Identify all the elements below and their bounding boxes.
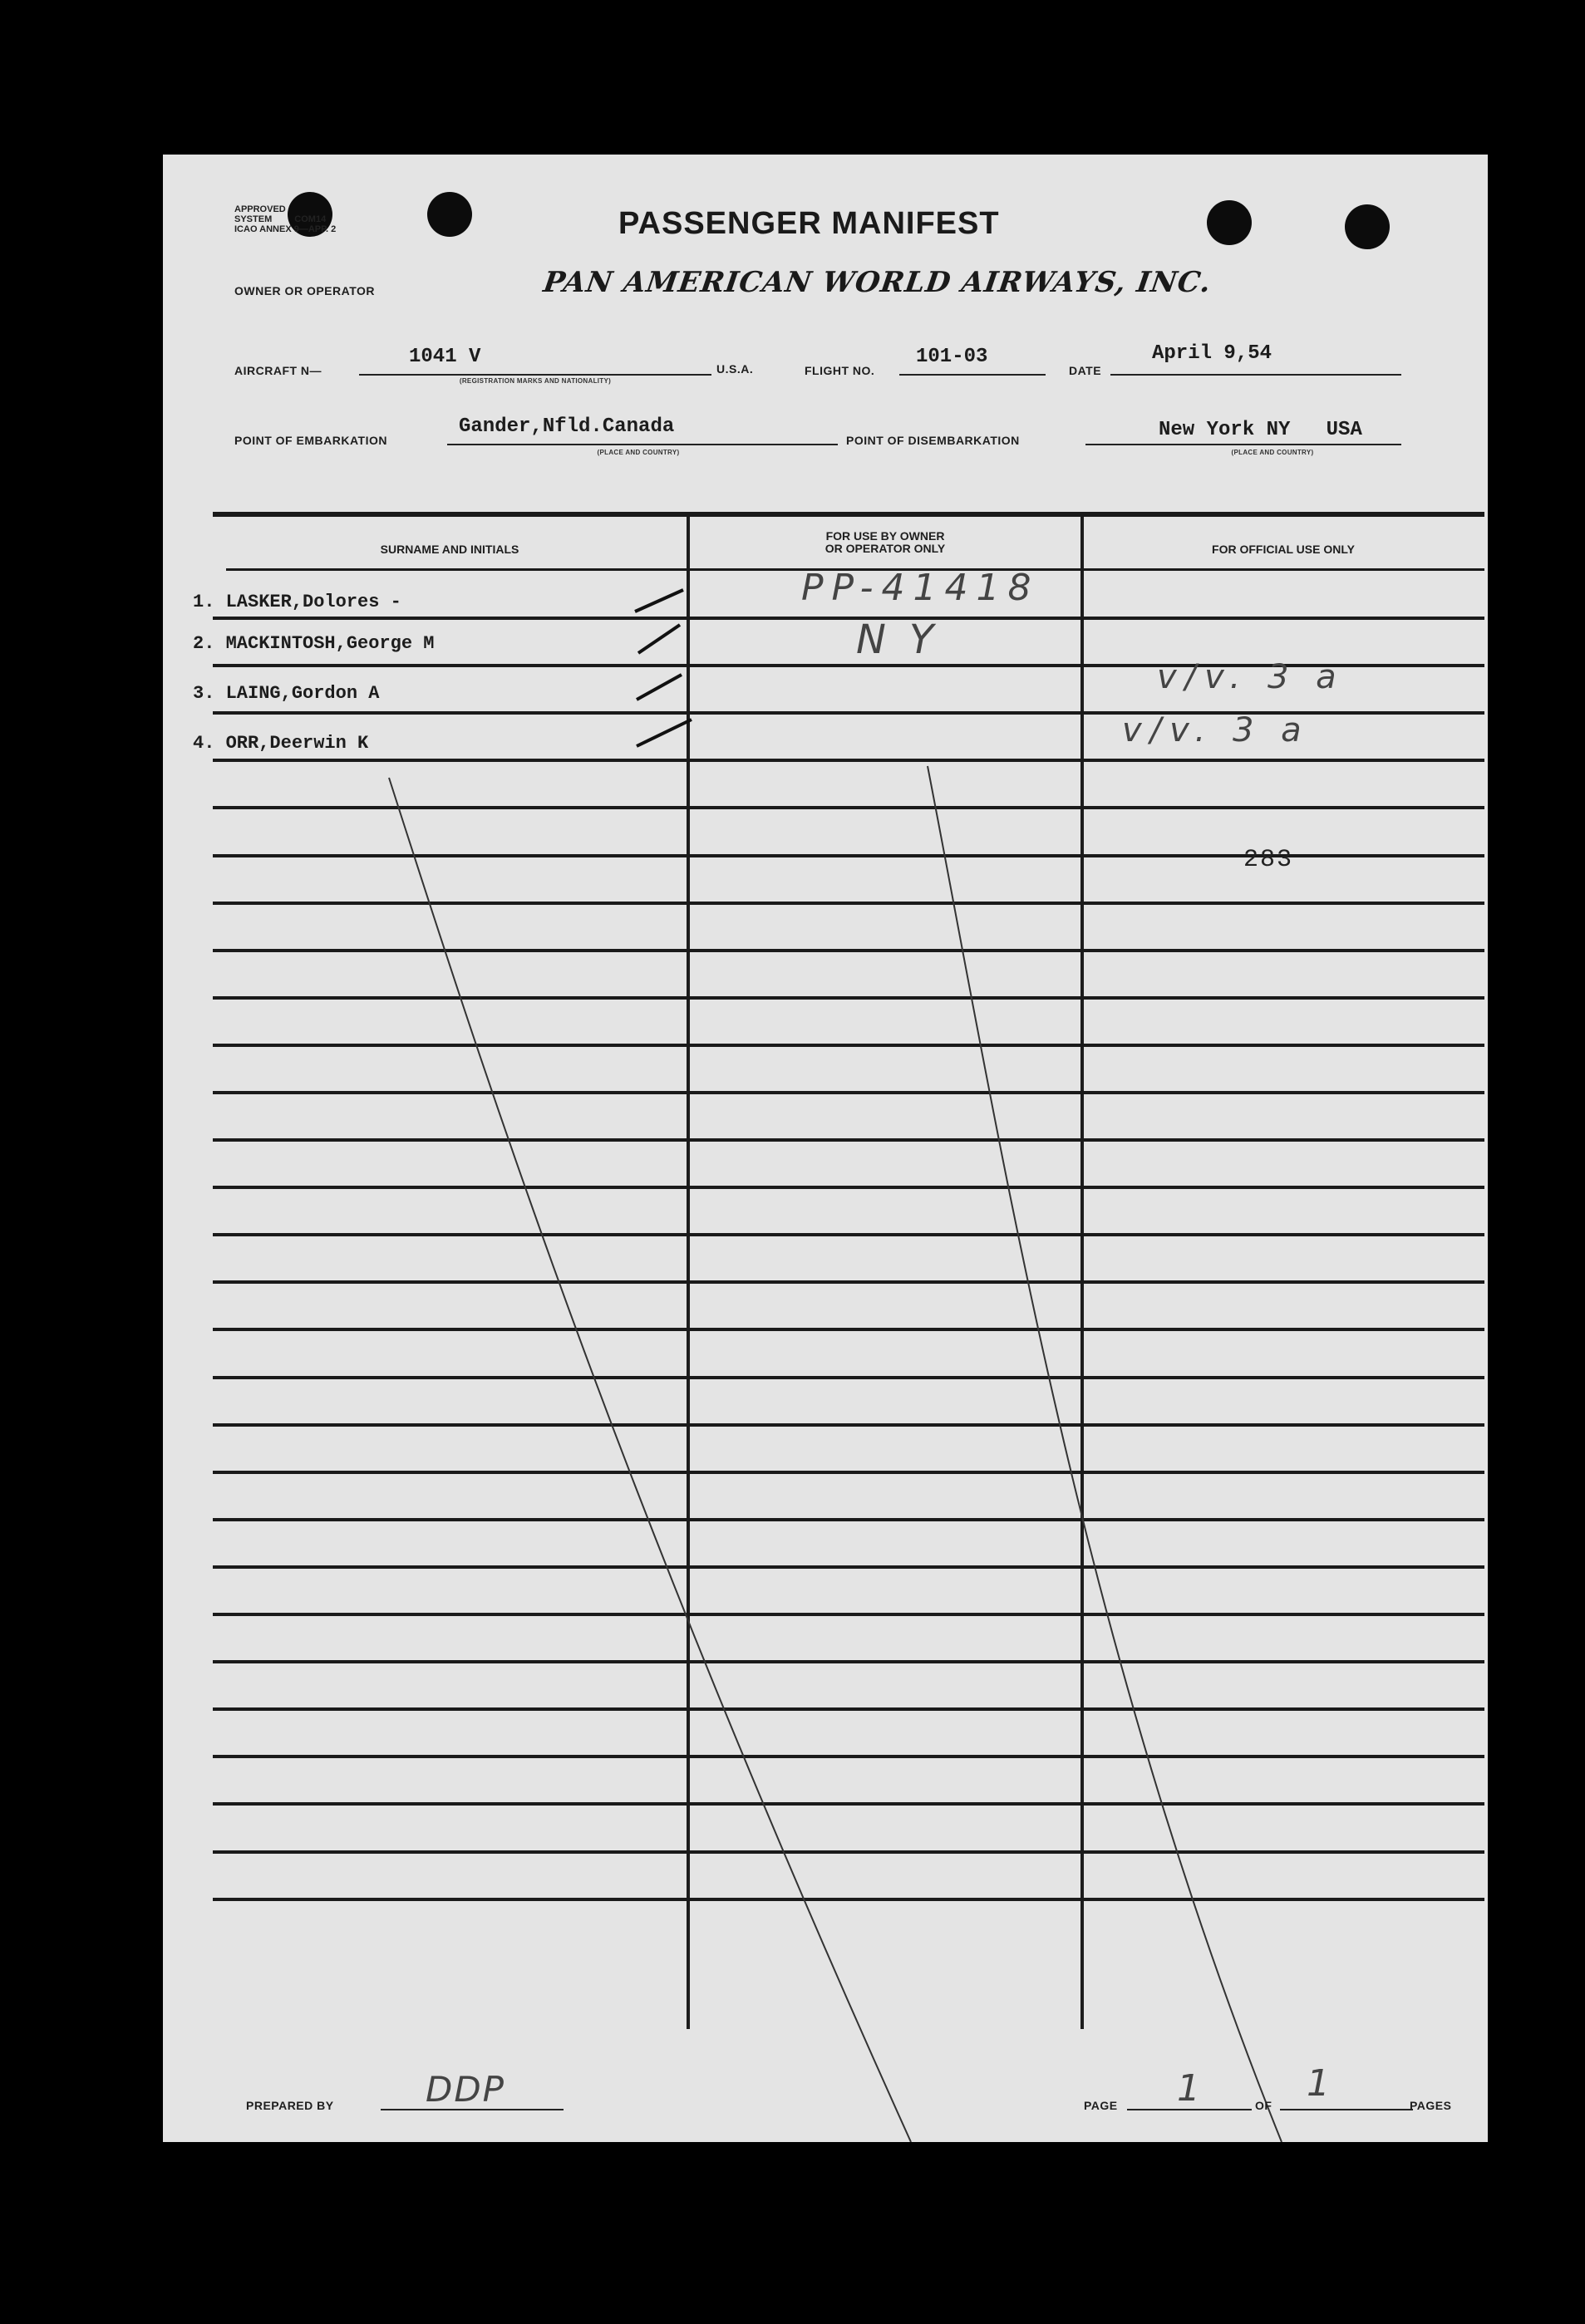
table-row-rule xyxy=(213,617,1484,620)
disembark-label: POINT OF DISEMBARKATION xyxy=(846,434,1020,447)
punch-hole-2 xyxy=(427,192,472,237)
approval-line-3: COM14 xyxy=(294,214,327,224)
disembark-value: New York NY USA xyxy=(1159,419,1362,441)
flight-value: 101-03 xyxy=(916,346,988,368)
flight-underline xyxy=(899,374,1046,376)
passenger-row-4 xyxy=(193,733,368,754)
embark-value: Gander,Nfld.Canada xyxy=(459,415,675,438)
flight-label: FLIGHT NO. xyxy=(805,364,875,377)
table-row-rule xyxy=(213,854,1484,857)
col-header-official: FOR OFFICIAL USE ONLY xyxy=(1212,543,1355,556)
passenger-name: MACKINTOSH,George M xyxy=(225,633,435,654)
stamp-number: 283 xyxy=(1243,846,1294,874)
page-title: PASSENGER MANIFEST xyxy=(618,206,1000,241)
table-row-rule xyxy=(213,1186,1484,1189)
approval-block xyxy=(234,204,367,234)
owner-label: OWNER OR OPERATOR xyxy=(234,284,375,297)
check-mark-3 xyxy=(637,675,682,700)
passenger-name: LAING,Gordon A xyxy=(225,683,380,704)
table-row-rule xyxy=(213,949,1484,952)
aircraft-caption: (REGISTRATION MARKS AND NATIONALITY) xyxy=(459,377,612,385)
col-header-operator-line2: OR OPERATOR ONLY xyxy=(824,542,946,555)
disembark-caption: (PLACE AND COUNTRY) xyxy=(1231,449,1314,456)
table-row-rule xyxy=(213,1565,1484,1569)
of-underline xyxy=(1280,2109,1413,2110)
passenger-number: 1. xyxy=(193,592,215,612)
date-value: April 9,54 xyxy=(1152,342,1272,365)
cancel-line-right xyxy=(928,766,1282,2142)
manifest-sheet xyxy=(163,155,1488,2142)
embark-label: POINT OF EMBARKATION xyxy=(234,434,387,447)
approval-line-2: SYSTEM xyxy=(234,214,273,224)
table-row-rule xyxy=(213,1233,1484,1236)
aircraft-value: 1041 V xyxy=(409,346,481,368)
table-row-rule xyxy=(213,1755,1484,1758)
table-row-rule xyxy=(213,996,1484,1000)
table-row-rule xyxy=(213,1898,1484,1901)
embark-underline xyxy=(447,444,838,445)
approval-line-1: APPROVED xyxy=(234,204,286,214)
carrier-name: PAN AMERICAN WORLD AIRWAYS, INC. xyxy=(541,266,1213,299)
date-underline xyxy=(1110,374,1401,376)
passenger-number: 2. xyxy=(193,633,215,654)
operator-note-row1: PP-41418 xyxy=(801,567,1040,609)
table-row-rule xyxy=(213,1471,1484,1474)
table-row-rule xyxy=(213,1518,1484,1521)
operator-note-row2: NY xyxy=(856,617,957,663)
passenger-number: 4. xyxy=(193,733,215,754)
prepared-label: PREPARED BY xyxy=(246,2099,334,2112)
page-value: 1 xyxy=(1177,2067,1208,2110)
aircraft-label: AIRCRAFT N— xyxy=(234,364,322,377)
punch-hole-3 xyxy=(1207,200,1252,245)
pages-label: PAGES xyxy=(1410,2099,1452,2112)
passenger-row-3 xyxy=(193,683,379,704)
col-header-operator xyxy=(690,530,1080,555)
aircraft-underline xyxy=(359,374,711,376)
passenger-row-2 xyxy=(193,633,434,654)
official-note-row4: v/v. 3 a xyxy=(1122,711,1310,749)
table-row-rule xyxy=(213,1091,1484,1094)
passenger-name: LASKER,Dolores - xyxy=(225,592,401,612)
table-row-rule xyxy=(213,1613,1484,1616)
cancel-line-left xyxy=(389,778,911,2142)
check-mark-1 xyxy=(635,590,683,612)
punch-hole-4 xyxy=(1345,204,1390,249)
table-row-rule xyxy=(213,1044,1484,1047)
date-label: DATE xyxy=(1069,364,1102,377)
of-value: 1 xyxy=(1307,2062,1338,2105)
check-mark-2 xyxy=(638,625,680,653)
table-row-rule xyxy=(213,1328,1484,1331)
table-top-rule xyxy=(213,512,1484,517)
disembark-underline xyxy=(1085,444,1401,445)
usa-label: U.S.A. xyxy=(716,362,754,376)
table-row-rule xyxy=(213,806,1484,809)
table-row-rule xyxy=(213,1802,1484,1806)
embark-caption: (PLACE AND COUNTRY) xyxy=(597,449,680,456)
table-row-rule xyxy=(213,1423,1484,1427)
passenger-number: 3. xyxy=(193,683,215,704)
table-row-rule xyxy=(213,1138,1484,1142)
table-row-rule xyxy=(213,1660,1484,1663)
table-row-rule xyxy=(213,1280,1484,1284)
table-row-rule xyxy=(213,759,1484,762)
passenger-name: ORR,Deerwin K xyxy=(225,733,369,754)
table-row-rule xyxy=(213,1707,1484,1711)
table-row-rule xyxy=(213,1376,1484,1379)
prepared-initials: DDP xyxy=(426,2069,506,2110)
passenger-row-1 xyxy=(193,592,401,612)
approval-line-4: ICAO ANNEX 9—APP. 2 xyxy=(234,224,337,234)
table-row-rule xyxy=(213,1850,1484,1854)
official-note-row3: v/v. 3 a xyxy=(1157,658,1345,696)
page-label: PAGE xyxy=(1084,2099,1118,2112)
table-row-rule xyxy=(213,902,1484,905)
col-header-surname: SURNAME AND INITIALS xyxy=(380,543,519,556)
check-mark-4 xyxy=(637,720,692,746)
col-header-operator-line1: FOR USE BY OWNER xyxy=(825,529,945,543)
of-label: OF xyxy=(1255,2099,1272,2112)
